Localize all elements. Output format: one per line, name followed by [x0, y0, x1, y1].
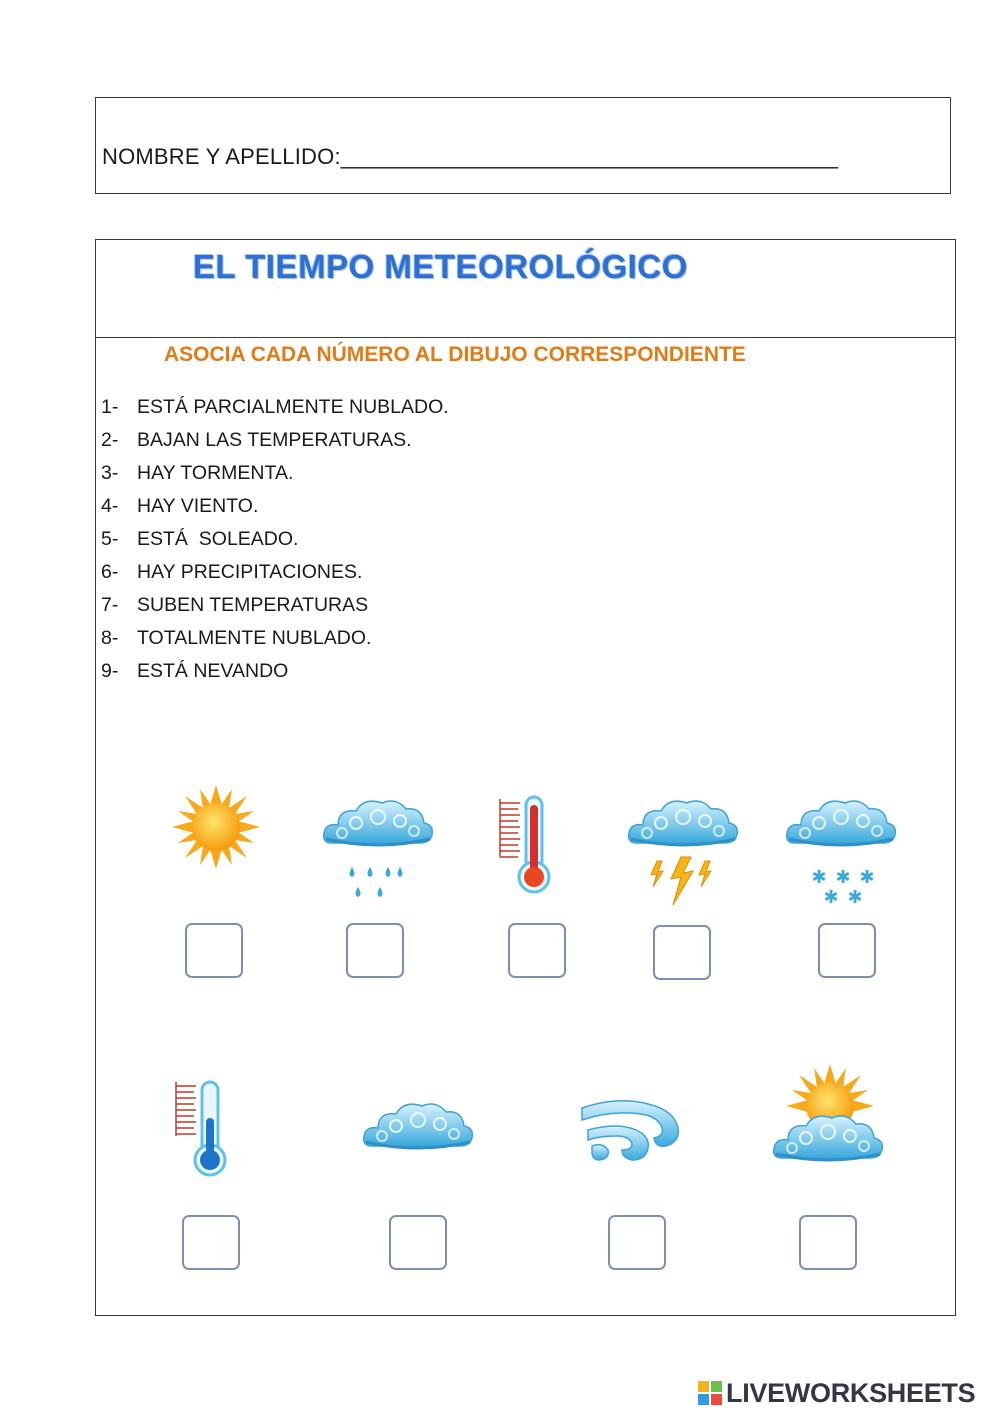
- answer-box-rain[interactable]: [346, 923, 404, 978]
- rain-cloud-icon: [322, 795, 434, 910]
- statement-list: [101, 395, 449, 692]
- item-text: ESTÁ PARCIALMENTE NUBLADO.: [137, 396, 449, 418]
- name-box: [95, 97, 951, 194]
- answer-box-hot-thermometer[interactable]: [508, 923, 566, 978]
- cold-thermometer-icon: [174, 1080, 238, 1180]
- item-text: SUBEN TEMPERATURAS: [137, 594, 369, 616]
- item-number: 9-: [101, 660, 119, 682]
- svg-text:✱: ✱: [847, 887, 863, 908]
- item-number: 5-: [101, 528, 119, 550]
- answer-box-snow[interactable]: [818, 923, 876, 978]
- svg-text:✱: ✱: [859, 867, 875, 888]
- list-item: [101, 593, 449, 626]
- list-item: [101, 626, 449, 659]
- item-text: HAY TORMENTA.: [137, 462, 294, 484]
- answer-box-sun-cloud[interactable]: [799, 1215, 857, 1270]
- list-item: [101, 395, 449, 428]
- brand-name: LIVEWORKSHEETS: [726, 1377, 976, 1408]
- answer-box-sun[interactable]: [185, 923, 243, 978]
- snow-cloud-icon: [785, 795, 897, 910]
- sun-icon: [164, 785, 268, 869]
- item-text: TOTALMENTE NUBLADO.: [137, 627, 372, 649]
- item-text: ESTÁ NEVANDO: [137, 660, 289, 682]
- item-text: BAJAN LAS TEMPERATURAS.: [137, 429, 412, 451]
- title-row: [96, 240, 955, 338]
- list-item: [101, 527, 449, 560]
- storm-cloud-icon: [627, 795, 739, 910]
- list-item: [101, 428, 449, 461]
- cloud-icon: [362, 1090, 474, 1160]
- item-number: 1-: [101, 396, 119, 418]
- list-item: [101, 659, 449, 692]
- item-number: 7-: [101, 594, 119, 616]
- svg-text:✱: ✱: [823, 887, 839, 908]
- worksheet-box: [95, 239, 956, 1316]
- answer-box-wind[interactable]: [608, 1215, 666, 1270]
- item-text: HAY PRECIPITACIONES.: [137, 561, 363, 583]
- answer-box-cold-thermometer[interactable]: [182, 1215, 240, 1270]
- item-number: 8-: [101, 627, 119, 649]
- sun-behind-cloud-icon: [772, 1062, 886, 1166]
- svg-text:✱: ✱: [835, 867, 851, 888]
- instruction: ASOCIA CADA NÚMERO AL DIBUJO CORRESPONDIENTE: [164, 343, 746, 366]
- hot-thermometer-icon: [496, 795, 560, 899]
- worksheet-title: EL TIEMPO METEOROLÓGICO: [193, 248, 688, 285]
- liveworksheets-logo-icon: [698, 1381, 722, 1405]
- list-item: [101, 494, 449, 527]
- answer-box-storm[interactable]: [653, 925, 711, 980]
- answer-box-cloud[interactable]: [389, 1215, 447, 1270]
- item-text: HAY VIENTO.: [137, 495, 259, 517]
- list-item: [101, 461, 449, 494]
- name-label: NOMBRE Y APELLIDO:________________________________________: [102, 144, 839, 169]
- item-number: 2-: [101, 429, 119, 451]
- item-number: 4-: [101, 495, 119, 517]
- liveworksheets-logo: [698, 1376, 975, 1410]
- wind-icon: [578, 1090, 688, 1165]
- list-item: [101, 560, 449, 593]
- item-number: 3-: [101, 462, 119, 484]
- svg-text:✱: ✱: [811, 867, 827, 888]
- item-number: 6-: [101, 561, 119, 583]
- item-text: ESTÁ SOLEADO.: [137, 528, 299, 550]
